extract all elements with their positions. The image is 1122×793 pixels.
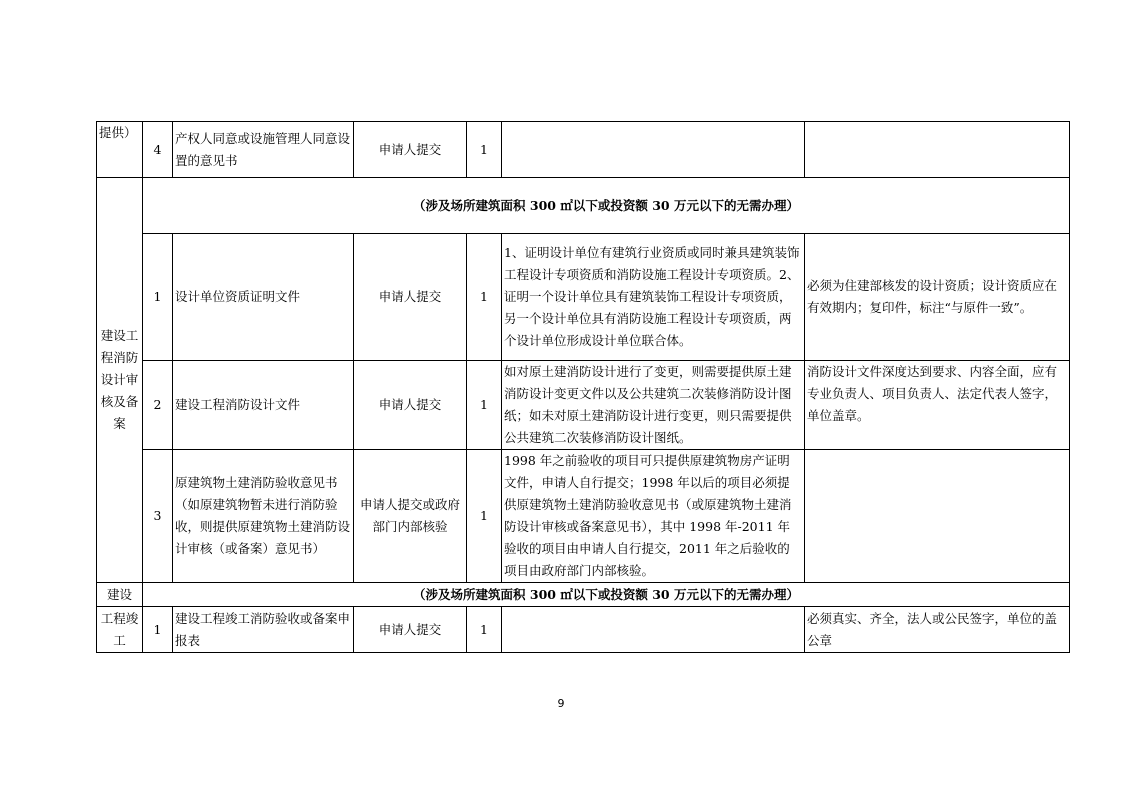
material-name: 设计单位资质证明文件	[173, 234, 354, 361]
item-number: 3	[143, 450, 173, 583]
material-source: 申请人提交	[354, 607, 467, 653]
material-source: 申请人提交或政府部门内部核验	[354, 450, 467, 583]
explanation-cell: 如对原土建消防设计进行了变更，则需要提供原土建消防设计变更文件以及公共建筑二次装修消防设计图纸；如未对原土建消防设计进行变更，则只需要提供公共建筑二次装修消防设计图纸。	[502, 361, 805, 450]
material-name: 产权人同意或设施管理人同意设置的意见书	[173, 122, 354, 178]
table-row	[97, 361, 1070, 450]
explanation-cell: 1998 年之前验收的项目可只提供原建筑物房产证明文件，申请人自行提交；1998 年以后的项目必须提供原建筑物土建消防验收意见书（或原建筑物土建消防设计审核或备案意见书），其中 1998 年-2011 年验收的项目由申请人自行提交，2011 年之后验收的项目由政府部门内部核验。	[502, 450, 805, 583]
item-number: 4	[143, 122, 173, 178]
table-row	[97, 583, 1070, 607]
table-row	[97, 122, 1070, 178]
table-row	[97, 234, 1070, 361]
explanation-cell: 1、证明设计单位有建筑行业资质或同时兼具建筑装饰工程设计专项资质和消防设施工程设计专项资质。2、证明一个设计单位具有建筑装饰工程设计专项资质，另一个设计单位具有消防设施工程设计专项资质，两个设计单位形成设计单位联合体。	[502, 234, 805, 361]
requirements-table	[96, 121, 1070, 653]
requirement-cell: 必须真实、齐全，法人或公民签字，单位的盖公章	[805, 607, 1070, 653]
material-source: 申请人提交	[354, 361, 467, 450]
material-source: 申请人提交	[354, 234, 467, 361]
category-cell: 建设	[97, 583, 143, 607]
item-number: 1	[143, 234, 173, 361]
table-row	[97, 178, 1070, 234]
requirement-cell: 必须为住建部核发的设计资质；设计资质应在有效期内；复印件，标注“与原件一致”。	[805, 234, 1070, 361]
requirement-cell	[805, 450, 1070, 583]
page-number: 9	[557, 697, 565, 710]
material-name: 建设工程消防设计文件	[173, 361, 354, 450]
table-row	[97, 450, 1070, 583]
requirement-cell	[805, 122, 1070, 178]
copy-count: 1	[467, 607, 502, 653]
material-name: 建设工程竣工消防验收或备案申报表	[173, 607, 354, 653]
copy-count: 1	[467, 234, 502, 361]
explanation-cell	[502, 122, 805, 178]
category-cell: 提供）	[97, 122, 143, 178]
copy-count: 1	[467, 450, 502, 583]
exemption-note: （涉及场所建筑面积 300 ㎡以下或投资额 30 万元以下的无需办理）	[143, 583, 1070, 607]
material-name: 原建筑物土建消防验收意见书（如原建筑物暂未进行消防验收，则提供原建筑物土建消防设计审核（或备案）意见书）	[173, 450, 354, 583]
item-number: 2	[143, 361, 173, 450]
item-number: 1	[143, 607, 173, 653]
table-row	[97, 607, 1070, 653]
explanation-cell	[502, 607, 805, 653]
category-cell: 建设工程消防设计审核及备案	[97, 178, 143, 583]
material-source: 申请人提交	[354, 122, 467, 178]
exemption-note: （涉及场所建筑面积 300 ㎡以下或投资额 30 万元以下的无需办理）	[143, 178, 1070, 234]
requirement-cell: 消防设计文件深度达到要求、内容全面，应有专业负责人、项目负责人、法定代表人签字，单位盖章。	[805, 361, 1070, 450]
copy-count: 1	[467, 122, 502, 178]
copy-count: 1	[467, 361, 502, 450]
category-cell: 工程竣工	[97, 607, 143, 653]
